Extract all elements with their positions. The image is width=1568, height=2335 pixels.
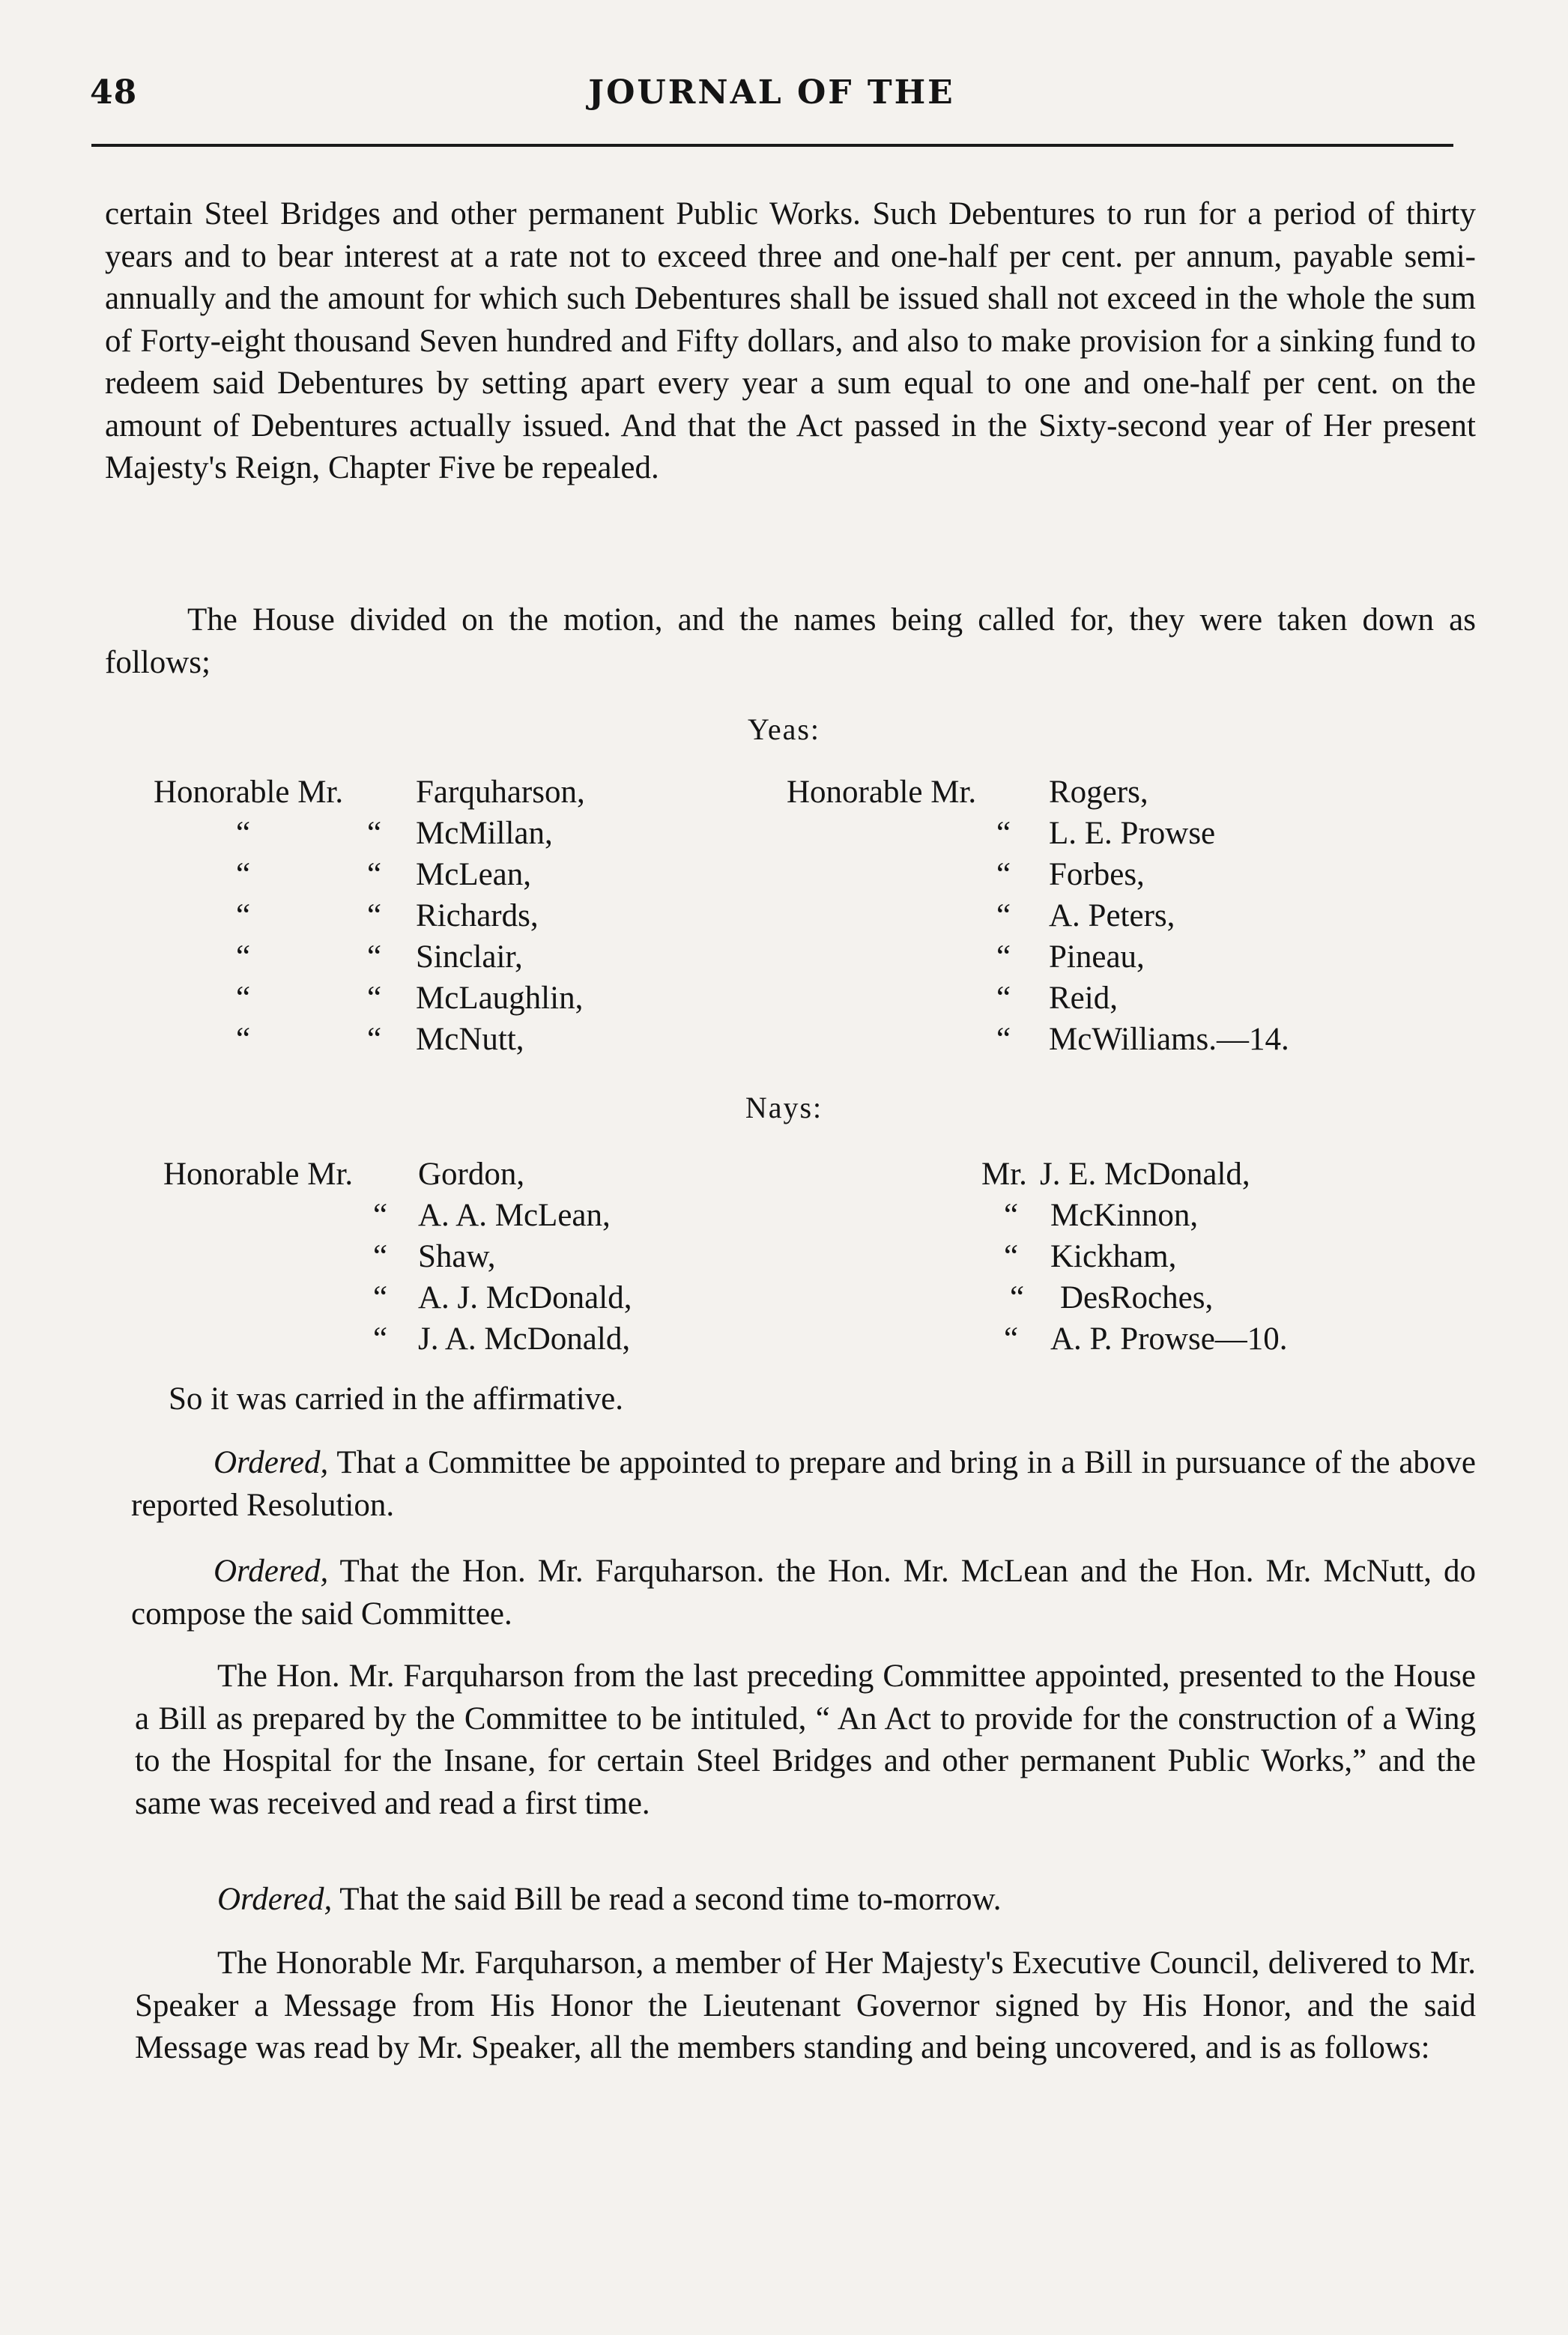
yeas-left-column xyxy=(154,772,753,1060)
vote-row xyxy=(981,1318,1446,1360)
message-block xyxy=(135,1942,1476,2070)
vote-title: Honorable Mr. xyxy=(163,1157,354,1192)
vote-row xyxy=(787,772,1423,813)
voter-name: Sinclair, xyxy=(416,939,523,975)
vote-row xyxy=(163,1236,763,1277)
ditto-mark: “ xyxy=(236,898,251,933)
voter-name: McMillan, xyxy=(416,816,553,851)
vote-title: Honorable Mr. xyxy=(787,775,977,810)
vote-row xyxy=(154,1019,753,1060)
ditto-mark: “ xyxy=(996,857,1011,892)
vote-row xyxy=(163,1195,763,1236)
ditto-mark: “ xyxy=(367,1022,382,1057)
vote-title: Honorable Mr. xyxy=(154,775,344,810)
ordered-text: That a Committee be appointed to prepare and bring in a Bill in pursuance of the above reported Resolution. xyxy=(131,1445,1476,1523)
voter-name: Rogers, xyxy=(1049,775,1148,810)
ditto-mark: “ xyxy=(373,1321,388,1357)
voter-name: DesRoches, xyxy=(1060,1280,1214,1315)
voter-name: Shaw, xyxy=(418,1239,496,1274)
voter-name: A. P. Prowse—10. xyxy=(1050,1321,1288,1357)
ditto-mark: “ xyxy=(236,816,251,851)
running-title: JOURNAL OF THE xyxy=(588,73,955,112)
vote-row xyxy=(981,1277,1446,1318)
vote-row xyxy=(787,895,1423,936)
ditto-mark: “ xyxy=(996,981,1011,1016)
voter-name: J. E. McDonald, xyxy=(1040,1157,1250,1192)
ditto-mark: “ xyxy=(373,1239,388,1274)
voter-name: Kickham, xyxy=(1050,1239,1177,1274)
vote-row xyxy=(787,936,1423,978)
ordered-compose-block xyxy=(131,1551,1476,1635)
ditto-mark: “ xyxy=(367,816,382,851)
ditto-mark: “ xyxy=(996,1022,1011,1057)
ordered-lead: Ordered, xyxy=(214,1554,329,1589)
vote-row xyxy=(154,978,753,1019)
vote-row xyxy=(787,813,1423,854)
vote-row xyxy=(163,1318,763,1360)
vote-row xyxy=(154,854,753,895)
voter-name: L. E. Prowse xyxy=(1049,816,1216,851)
ditto-mark: “ xyxy=(367,939,382,975)
nays-heading: Nays: xyxy=(745,1091,823,1124)
ditto-mark: “ xyxy=(236,981,251,1016)
voter-name: McKinnon, xyxy=(1050,1198,1199,1233)
opening-paragraph: certain Steel Bridges and other permanent Public Works. Such Debentures to run for a period of thirty years and to bear interest at a rate not to exceed three and one-half per cent. per annum, payable semi-annually and the amount for which such Debentures shall be issued shall not exceed in the whole the sum of Forty-eight thousand Seven hundred and Fifty dollars, and also to make provision for a sinking fund to redeem said Debentures by setting apart every year a sum equal to one and one-half per cent. on the amount of Debentures actually issued. And that the Act passed in the Sixty-second year of Her present Majesty's Reign, Chapter Five be repealed. xyxy=(105,196,1476,485)
ordered-compose-paragraph xyxy=(131,1551,1476,1635)
opening-paragraph-block xyxy=(105,193,1476,490)
vote-row xyxy=(787,854,1423,895)
ditto-mark: “ xyxy=(996,898,1011,933)
ditto-mark: “ xyxy=(236,939,251,975)
voter-name: McWilliams.—14. xyxy=(1049,1022,1289,1057)
voter-name: Forbes, xyxy=(1049,857,1145,892)
yeas-heading: Yeas: xyxy=(747,712,821,746)
nays-left-column xyxy=(163,1154,763,1360)
ditto-mark: “ xyxy=(236,1022,251,1057)
ordered-text: That the Hon. Mr. Farquharson. the Hon. Mr. McLean and the Hon. Mr. McNutt, do compose the said Committee. xyxy=(131,1554,1476,1632)
voter-name: McLean, xyxy=(416,857,532,892)
vote-row xyxy=(154,936,753,978)
bill-paragraph: The Hon. Mr. Farquharson from the last preceding Committee appointed, presented to the House a Bill as prepared by the Committee to be intituled, “ An Act to provide for the construction of a Wing to the Hospital for the Insane, for certain Steel Bridges and other permanent Public Works,” and the same was received and read a first time. xyxy=(135,1659,1476,1821)
ordered-committee-paragraph xyxy=(131,1442,1476,1527)
page-number: 48 xyxy=(90,73,138,112)
ditto-mark: “ xyxy=(367,857,382,892)
voter-name: A. J. McDonald, xyxy=(418,1280,632,1315)
carried-block xyxy=(169,1378,1476,1421)
vote-row xyxy=(154,895,753,936)
ordered-second-reading-paragraph xyxy=(135,1879,1476,1921)
voter-name: Farquharson, xyxy=(416,775,585,810)
vote-row xyxy=(981,1195,1446,1236)
voter-name: Pineau, xyxy=(1049,939,1145,975)
yeas-right-column xyxy=(787,772,1423,1060)
header-rule xyxy=(91,144,1453,147)
vote-row xyxy=(981,1236,1446,1277)
vote-row xyxy=(163,1277,763,1318)
message-paragraph: The Honorable Mr. Farquharson, a member of Her Majesty's Executive Council, delivered to Mr. Speaker a Message from His Honor the Lieutenant Governor signed by His Honor, and the said Message was read by Mr. Speaker, all the members standing and being uncovered, and is as follows: xyxy=(135,1945,1476,2065)
vote-row xyxy=(154,772,753,813)
vote-row xyxy=(163,1154,763,1195)
nays-right-column xyxy=(981,1154,1446,1360)
voter-name: Reid, xyxy=(1049,981,1118,1016)
carried-line: So it was carried in the affirmative. xyxy=(169,1381,623,1417)
voter-name: Gordon, xyxy=(418,1157,525,1192)
ditto-mark: “ xyxy=(367,981,382,1016)
vote-row xyxy=(981,1154,1446,1195)
ordered-committee-block xyxy=(131,1442,1476,1527)
division-paragraph-block xyxy=(105,599,1476,684)
ditto-mark: “ xyxy=(1010,1280,1025,1315)
ditto-mark: “ xyxy=(1004,1321,1019,1357)
ditto-mark: “ xyxy=(236,857,251,892)
ordered-lead: Ordered, xyxy=(217,1882,333,1917)
voter-name: A. A. McLean, xyxy=(418,1198,611,1233)
vote-row xyxy=(787,1019,1423,1060)
vote-row xyxy=(787,978,1423,1019)
ordered-second-reading-block xyxy=(135,1879,1476,1921)
ordered-text: That the said Bill be read a second time to-morrow. xyxy=(339,1882,1002,1917)
ditto-mark: “ xyxy=(1004,1239,1019,1274)
voter-name: J. A. McDonald, xyxy=(418,1321,631,1357)
ditto-mark: “ xyxy=(1004,1198,1019,1233)
ditto-mark: “ xyxy=(367,898,382,933)
division-paragraph: The House divided on the motion, and the names being called for, they were taken down as follows; xyxy=(105,602,1476,680)
ditto-mark: “ xyxy=(996,939,1011,975)
voter-name: Richards, xyxy=(416,898,539,933)
ditto-mark: “ xyxy=(996,816,1011,851)
bill-block xyxy=(135,1656,1476,1825)
ordered-lead: Ordered, xyxy=(214,1445,329,1480)
ditto-mark: “ xyxy=(373,1198,388,1233)
vote-title: Mr. xyxy=(981,1157,1027,1192)
page-header xyxy=(90,73,1453,118)
ditto-mark: “ xyxy=(373,1280,388,1315)
vote-row xyxy=(154,813,753,854)
voter-name: McNutt, xyxy=(416,1022,524,1057)
voter-name: McLaughlin, xyxy=(416,981,584,1016)
voter-name: A. Peters, xyxy=(1049,898,1175,933)
